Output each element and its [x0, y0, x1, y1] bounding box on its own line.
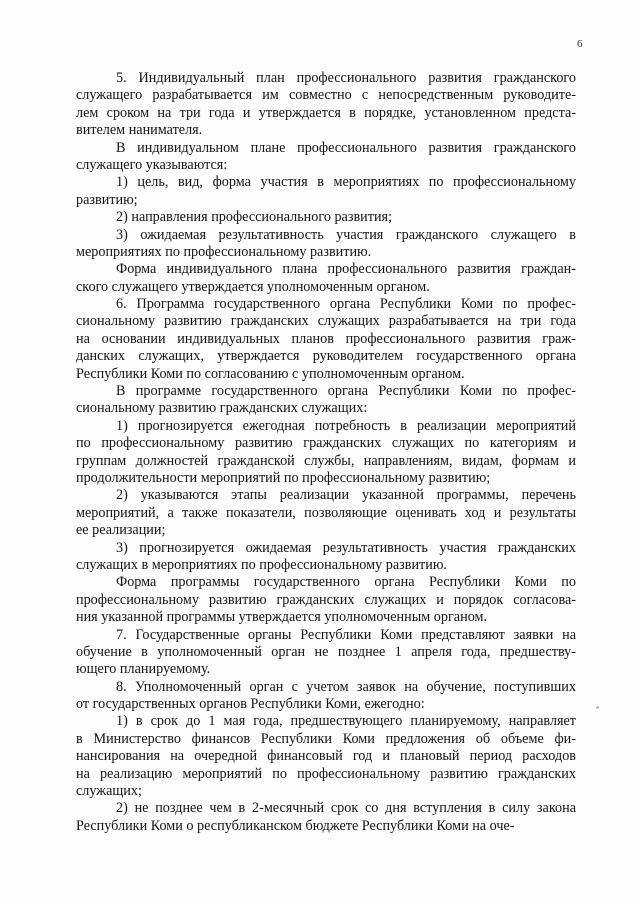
text-line: сиональному развитию гражданских служащих разрабатывается на три года — [76, 313, 576, 330]
text-line: вителем нанимателя. — [76, 122, 203, 139]
text-line: нансирования на очередной финансовый год и плановый период расходов — [76, 748, 576, 765]
text-line: мероприятиях по профессиональному развитию. — [76, 243, 372, 260]
text-line: лем сроком на три года и утверждается в порядке, установленном предста- — [76, 104, 576, 121]
text-line: служащего разрабатывается им совместно с непосредственным руководите- — [76, 87, 576, 104]
text-line: ющего планируемому. — [76, 661, 211, 678]
text-line: 3) прогнозируется ожидаемая результативность участия гражданских — [116, 539, 576, 556]
text-line: служащих в мероприятиях по профессиональному развитию. — [76, 556, 447, 573]
text-line: служащего указываются: — [76, 156, 228, 173]
text-line: 6. Программа государственного органа Республики Коми по профес- — [116, 296, 576, 313]
text-line: 1) цель, вид, форма участия в мероприятиях по профессиональному — [116, 174, 576, 191]
scan-speck — [596, 706, 599, 709]
text-line: обучение в уполномоченный орган не позднее 1 апреля года, предшеству- — [76, 643, 576, 660]
text-line: на основании индивидуальных планов профессионального развития граж- — [76, 330, 576, 347]
body-text — [76, 70, 576, 835]
text-line: сиональному развитию гражданских служащих: — [76, 400, 368, 417]
text-line: 8. Уполномоченный орган с учетом заявок на обучение, поступивших — [116, 678, 576, 695]
text-line: продолжительности мероприятий по профессиональному развитию; — [76, 469, 491, 486]
text-line: 7. Государственные органы Республики Коми представляют заявки на — [116, 626, 576, 643]
text-line: В индивидуальном плане профессионального развития гражданского — [116, 139, 576, 156]
text-line: 2) не позднее чем в 2-месячный срок со дня вступления в силу закона — [116, 800, 576, 817]
text-line: от государственных органов Республики Коми, ежегодно: — [76, 696, 425, 713]
text-line: Республики Коми по согласованию с уполномоченным органом. — [76, 365, 465, 382]
text-line: ния указанной программы утверждается уполномоченным органом. — [76, 609, 488, 626]
text-line: В программе государственного органа Республики Коми по профес- — [116, 383, 576, 400]
text-line: ее реализации; — [76, 522, 166, 539]
text-line: мероприятий, а также показатели, позволяющие оценивать ход и результаты — [76, 504, 576, 521]
text-line: Республики Коми о республиканском бюджете Республики Коми на оче- — [76, 817, 515, 834]
page-number: 6 — [577, 38, 583, 50]
text-line: ского служащего утверждается уполномоченным органом. — [76, 278, 430, 295]
text-line: 3) ожидаемая результативность участия гражданского служащего в — [116, 226, 576, 243]
text-line: группам должностей гражданской службы, направлениям, видам, формам и — [76, 452, 576, 469]
text-line: на реализацию мероприятий по профессиональному развитию гражданских — [76, 765, 576, 782]
text-line: служащих; — [76, 783, 142, 800]
text-line: Форма индивидуального плана профессионального развития граждан- — [116, 261, 576, 278]
text-line: развитию; — [76, 191, 138, 208]
text-line: данских служащих, утверждается руководителем государственного органа — [76, 348, 576, 365]
text-line: 5. Индивидуальный план профессионального развития гражданского — [116, 70, 576, 86]
text-line: Форма программы государственного органа Республики Коми по — [116, 574, 576, 591]
text-line: 2) указываются этапы реализации указанной программы, перечень — [116, 487, 576, 504]
text-line: по профессиональному развитию гражданских служащих по категориям и — [76, 435, 576, 452]
text-line: в Министерство финансов Республики Коми предложения об объеме фи- — [76, 730, 576, 747]
text-line: 1) в срок до 1 мая года, предшествующего планируемому, направляет — [116, 713, 576, 730]
text-line: 2) направления профессионального развития; — [116, 209, 393, 226]
text-line: 1) прогнозируется ежегодная потребность в реализации мероприятий — [116, 417, 576, 434]
text-line: профессиональному развитию гражданских служащих и порядок согласова- — [76, 591, 576, 608]
